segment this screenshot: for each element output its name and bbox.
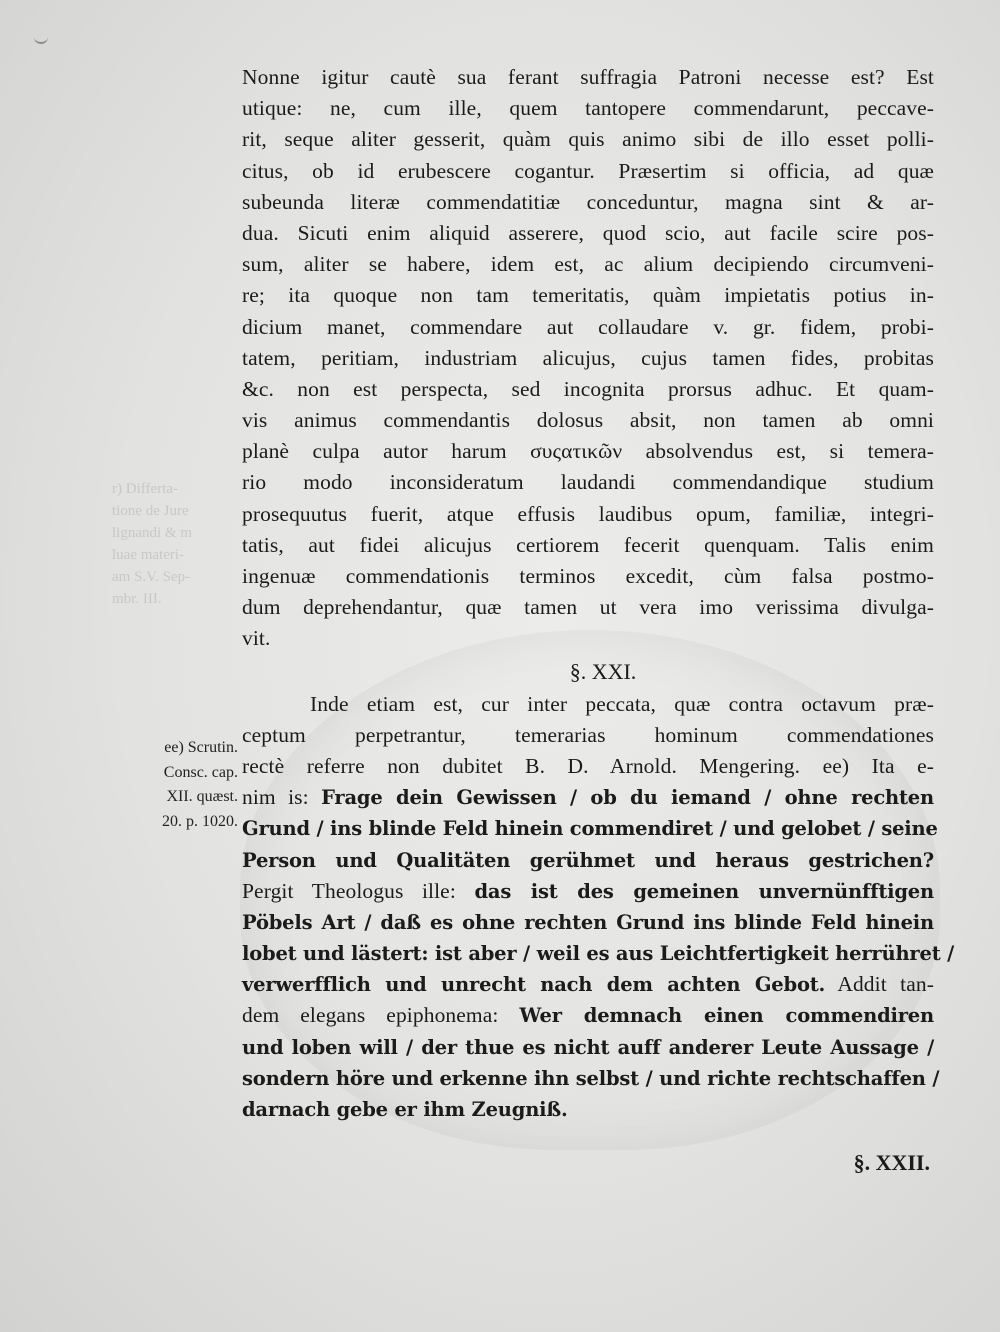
german-text: Wer demnach einen commendiren — [519, 1004, 934, 1028]
text-line: dum deprehendantur, quæ tamen ut vera imo verissima divulga- — [242, 595, 934, 620]
margin-mark — [34, 34, 48, 44]
text-line: ingenuæ commendationis terminos excedit, cùm falsa postmo- — [242, 564, 934, 588]
text-line: planè culpa autor harum συςατικῶν absolvendus est, si temera- — [242, 439, 934, 464]
paragraph-2-continued — [242, 813, 938, 875]
text-line: utique: ne, cum ille, quem tantopere commendarunt, peccave- — [242, 96, 934, 121]
margin-note-line: Consc. cap. — [163, 763, 238, 781]
margin-note — [108, 736, 238, 834]
text-line: sondern höre und erkenne ihn selbst / und richte rechtschaffen / — [242, 1066, 940, 1090]
text-line: rectè referre non dubitet B. D. Arnold. Mengering. ee) Ita e- — [242, 753, 934, 778]
german-text: Frage dein Gewissen / ob du iemand / ohne rechten — [321, 786, 934, 810]
text-line: re; ita quoque non tam temeritatis, quàm impietatis potius in- — [242, 283, 934, 308]
paragraph-2-end — [242, 1032, 940, 1126]
section-heading: §. XXI. — [569, 658, 637, 684]
text-line: dua. Sicuti enim aliquid asserere, quod scio, aut facile scire pos- — [242, 220, 934, 245]
paragraph-1 — [242, 62, 934, 655]
latin-text: Addit tan- — [837, 972, 934, 997]
text-line: citus, ob id erubescere cogantur. Præsertim si officia, ad quæ — [242, 158, 934, 183]
mixed-line-4 — [242, 1000, 934, 1031]
text-line: sum, aliter se habere, idem est, ac alium decipiendo circumveni- — [242, 252, 934, 277]
main-text — [242, 62, 955, 1125]
margin-note-line: ee) Scrutin. — [164, 739, 238, 756]
text-line: vit. — [242, 626, 271, 651]
latin-text: dem elegans epiphonema: — [242, 1003, 499, 1028]
mixed-line-3 — [242, 969, 934, 1000]
text-line: und loben will / der thue es nicht auff anderer Leute Aussage / — [242, 1035, 934, 1059]
text-line: Pöbels Art / daß es ohne rechten Grund ins blinde Feld hinein — [242, 910, 934, 934]
margin-note-line: 20. p. 1020. — [162, 812, 238, 830]
paragraph-2-continued-2 — [242, 907, 955, 969]
text-line: &c. non est perspecta, sed incognita prorsus adhuc. Et quam- — [242, 376, 934, 401]
text-line: Person und Qualitäten gerühmet und heraus gestrichen? — [242, 848, 934, 872]
latin-text: Pergit Theologus ille: — [242, 878, 456, 903]
margin-note-line: XII. quæst. — [166, 788, 238, 805]
text-line: darnach gebe er ihm Zeugniß. — [242, 1098, 568, 1121]
text-line: tatis, aut fidei alicujus certiorem fecerit quenquam. Talis enim — [242, 532, 934, 557]
mixed-line-2 — [242, 876, 934, 907]
text-line: ceptum perpetrantur, temerarias hominum commendationes — [242, 722, 934, 747]
german-text: verwerfflich und unrecht nach dem achten Gebot. — [242, 973, 826, 997]
text-line: Inde etiam est, cur inter peccata, quæ contra octavum præ- — [310, 691, 934, 716]
text-line: lobet und lästert: ist aber / weil es aus Leichtfertigkeit herrühret / — [242, 942, 955, 966]
mixed-line-1 — [242, 782, 934, 813]
text-line: Nonne igitur cautè sua ferant suffragia Patroni necesse est? Est — [242, 65, 934, 89]
latin-text: nim is: — [242, 785, 309, 810]
show-through-text: r) Differta- tione de Jure lignandi & m luae materi- am S.V. Sep- mbr. III. — [112, 481, 192, 607]
catchword: §. XXII. — [853, 1150, 930, 1175]
text-line: rio modo inconsideratum laudandi commendandique studium — [242, 470, 934, 495]
text-line: vis animus commendantis dolosus absit, non tamen ab omni — [242, 408, 934, 433]
text-line: subeunda literæ commendatitiæ conceduntur, magna sint & ar- — [242, 189, 934, 214]
german-text: das ist des gemeinen unvernünfftigen — [474, 879, 934, 903]
paragraph-2 — [242, 689, 934, 783]
text-line: prosequutus fuerit, atque effusis laudibus opum, familiæ, integri- — [242, 501, 934, 526]
text-line: dicium manet, commendare aut collaudare v. gr. fidem, probi- — [242, 314, 934, 339]
text-line: Grund / ins blinde Feld hinein commendiret / und gelobet / seine — [242, 817, 938, 841]
text-line: rit, seque aliter gesserit, quàm quis animo sibi de illo esset polli- — [242, 127, 934, 152]
text-line: tatem, peritiam, industriam alicujus, cujus tamen fides, probitas — [242, 345, 934, 370]
